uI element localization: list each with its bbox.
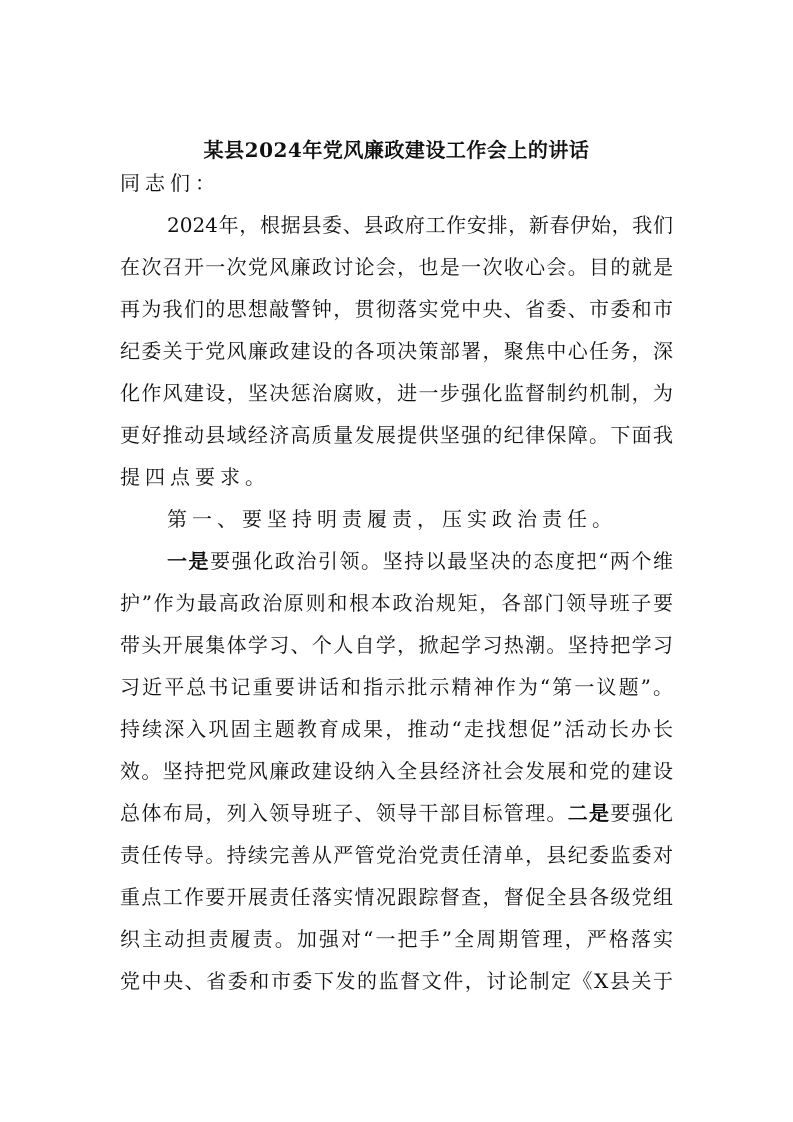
text-segment: 总体布局，列入领导班子、领导干部目标管理。	[120, 801, 568, 825]
text-line	[120, 498, 673, 540]
text-line	[120, 792, 673, 834]
text-segment: 责任传导。持续完善从严管党治党责任清单，县纪委监委对	[120, 843, 673, 867]
text-line	[120, 330, 673, 372]
text-segment: 带头开展集体学习、个人自学，掀起学习热潮。坚持把学习	[120, 633, 673, 657]
text-segment: 更好推动县域经济高质量发展提供坚强的纪律保障。下面我	[120, 423, 673, 447]
text-segment: 效。坚持把党风廉政建设纳入全县经济社会发展和党的建设	[120, 759, 673, 783]
document-title: 某县2024年党风廉政建设工作会上的讲话	[203, 138, 590, 162]
text-segment: 织主动担责履责。加强对“一把手”全周期管理，严格落实	[120, 927, 673, 951]
text-segment: 要强化政治引领。坚持以最坚决的态度把“两个维	[210, 549, 674, 573]
text-segment: 2024年，根据县委、县政府工作安排，新春伊始，我们	[167, 213, 673, 237]
text-segment: 要强化	[610, 801, 674, 825]
document-body	[120, 162, 673, 1002]
text-segment: 化作风建设，坚决惩治腐败，进一步强化监督制约机制，为	[120, 381, 673, 405]
text-line	[120, 918, 673, 960]
text-segment: 重点工作要开展责任落实情况跟踪督查，督促全县各级党组	[120, 885, 673, 909]
text-line	[120, 288, 673, 330]
text-segment: 同志们：	[120, 171, 220, 195]
text-line	[120, 624, 673, 666]
text-line	[120, 162, 673, 204]
text-segment: 提四点要求。	[120, 465, 270, 489]
text-segment: 持续深入巩固主题教育成果，推动“走找想促”活动长办长	[120, 717, 673, 741]
text-line	[120, 708, 673, 750]
text-segment: 党中央、省委和市委下发的监督文件，讨论制定《X县关于	[120, 969, 673, 993]
text-line	[120, 204, 673, 246]
text-line	[120, 876, 673, 918]
text-line	[120, 834, 673, 876]
text-segment: 在次召开一次党风廉政讨论会，也是一次收心会。目的就是	[120, 255, 673, 279]
text-line	[120, 372, 673, 414]
text-line	[120, 666, 673, 708]
text-line	[120, 582, 673, 624]
bold-lead-text: 二是	[567, 801, 611, 825]
text-line	[120, 960, 673, 1002]
text-line	[120, 750, 673, 792]
text-segment: 第一、要坚持明责履责，压实政治责任。	[167, 507, 617, 531]
text-segment: 再为我们的思想敲警钟，贯彻落实党中央、省委、市委和市	[120, 297, 673, 321]
text-segment: 护”作为最高政治原则和根本政治规矩，各部门领导班子要	[120, 591, 673, 615]
text-line	[120, 246, 673, 288]
text-line	[120, 540, 673, 582]
text-line	[120, 456, 673, 498]
text-line	[120, 414, 673, 456]
text-segment: 纪委关于党风廉政建设的各项决策部署，聚焦中心任务，深	[120, 339, 673, 363]
bold-lead-text: 一是	[167, 549, 211, 573]
text-segment: 习近平总书记重要讲话和指示批示精神作为“第一议题”。	[120, 675, 673, 699]
